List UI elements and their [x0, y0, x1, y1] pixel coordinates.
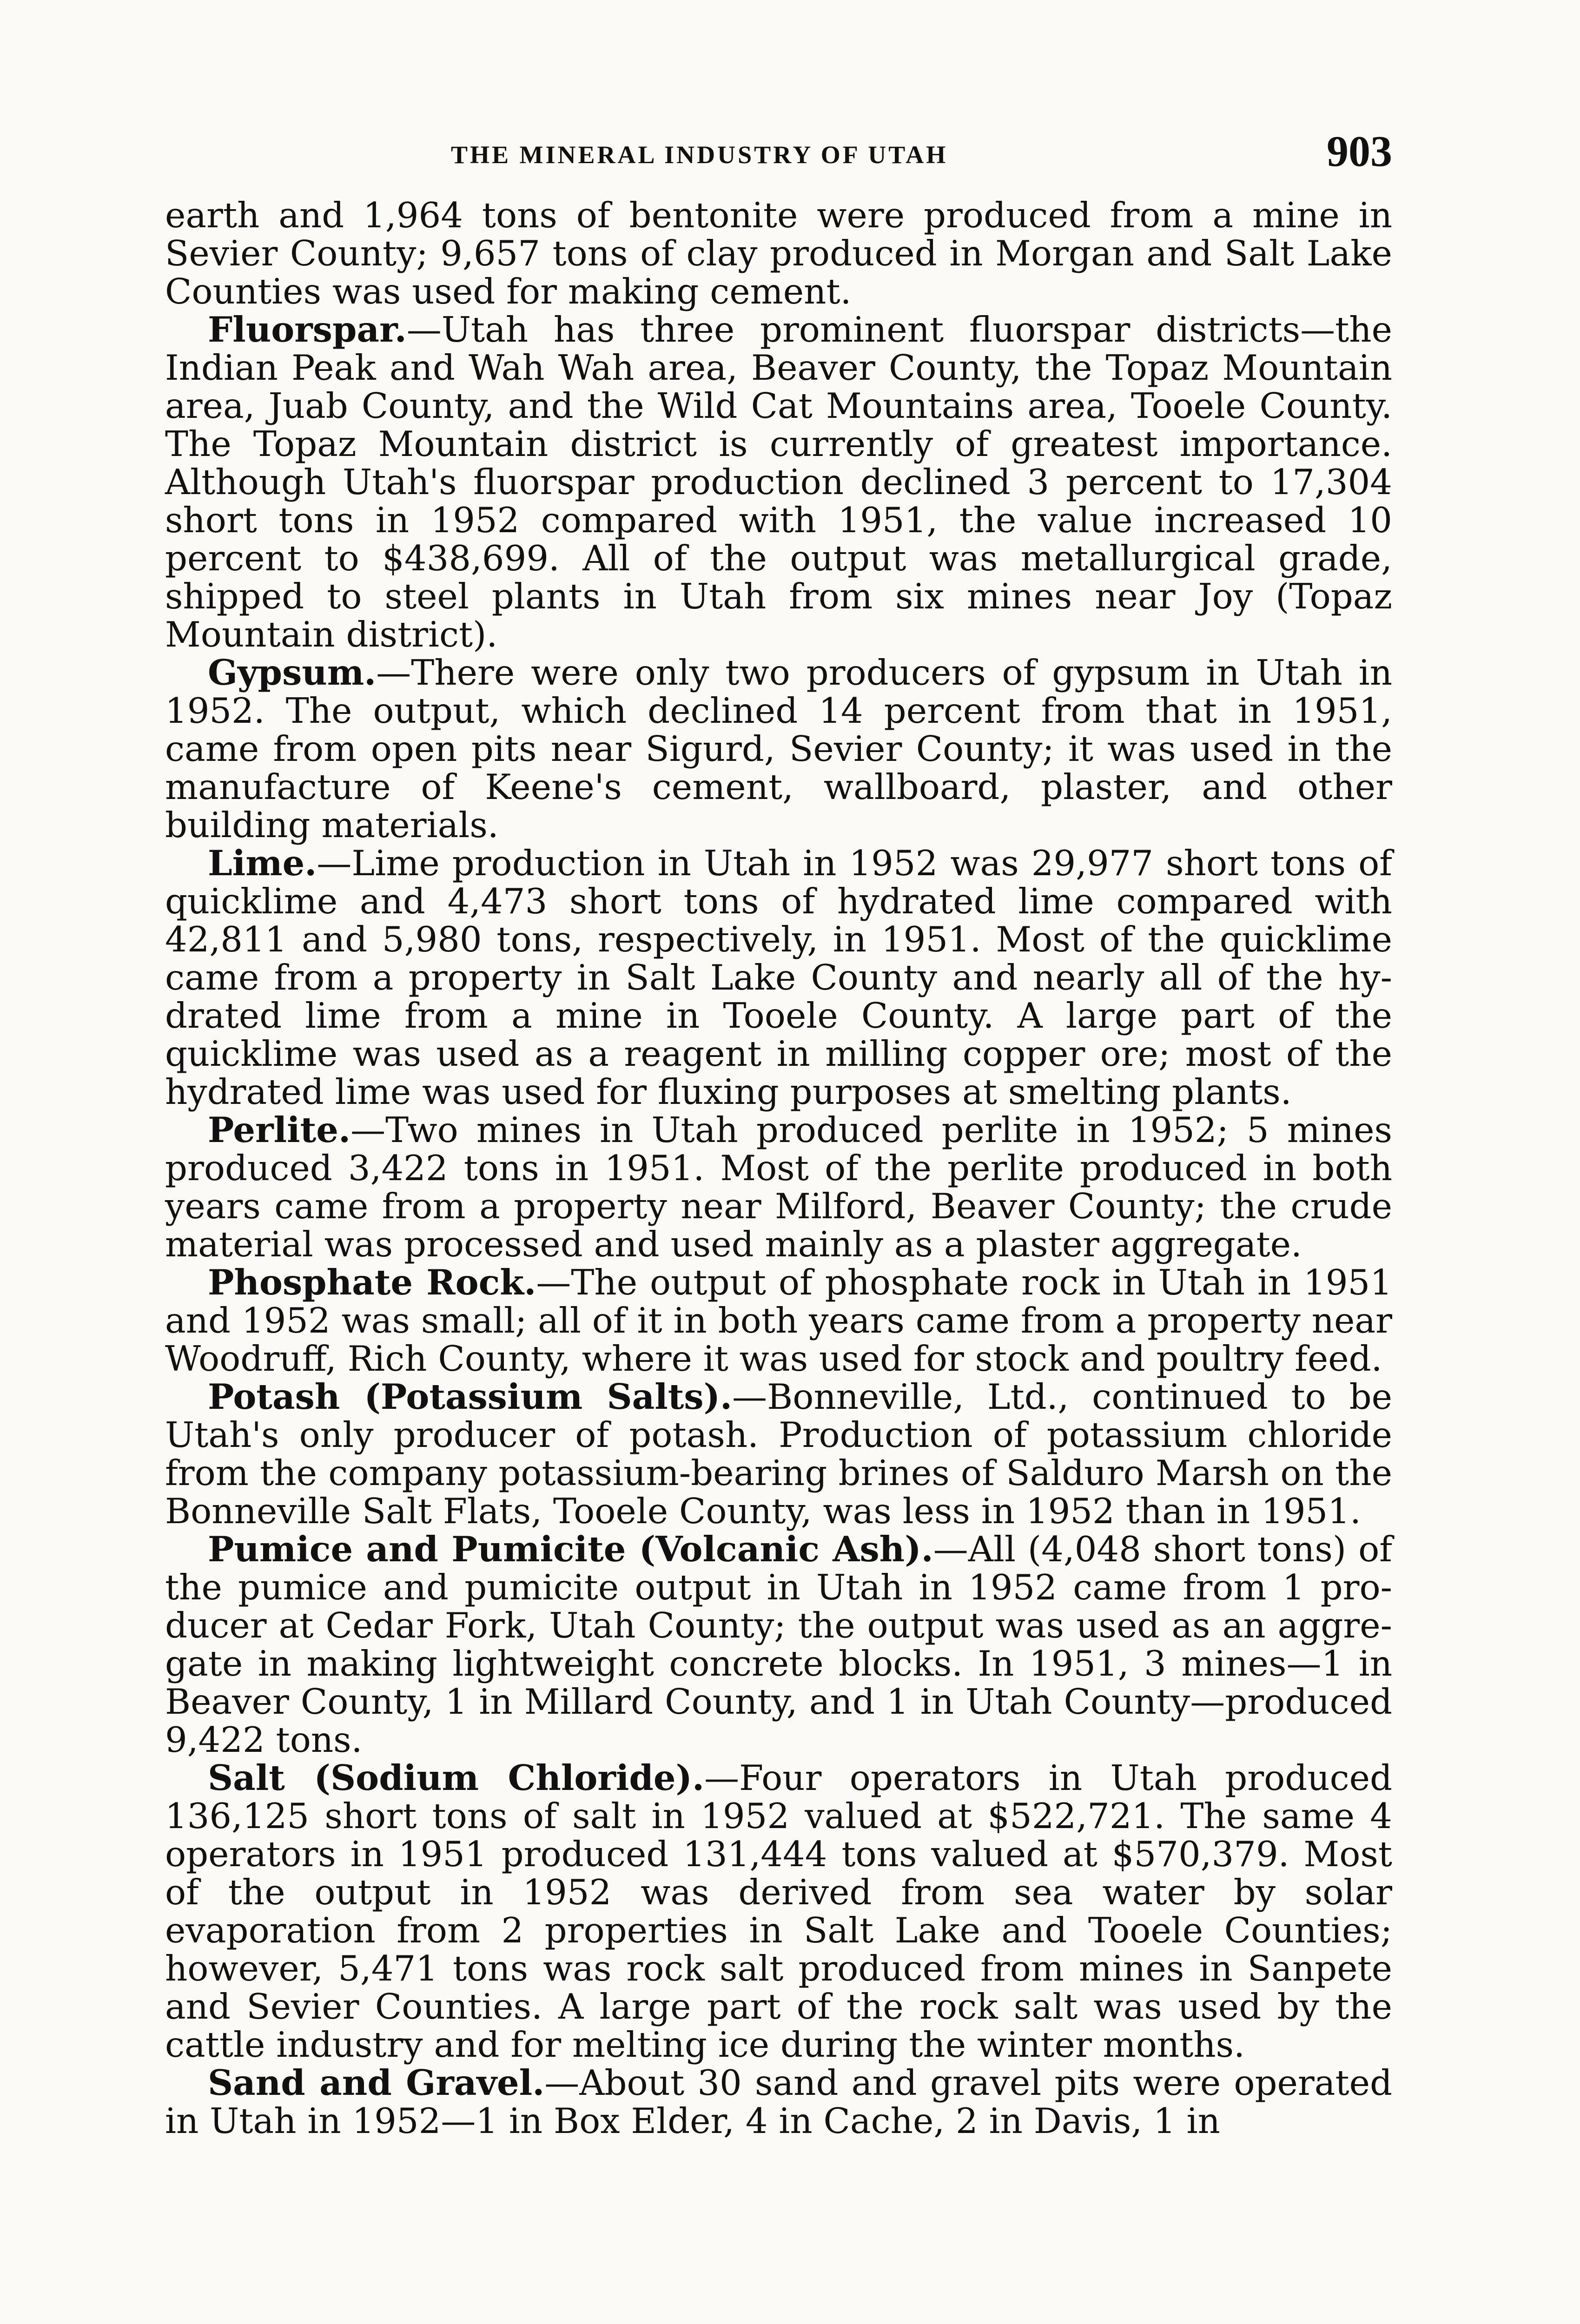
paragraph-text: —Utah has three prominent fluorspar districts—the Indian Peak and Wah Wah area, Beaver County, the Topaz Mountain area, Juab County, and the Wild Cat Mountains area, Tooele County. The Topaz Mountain district is currently of greatest importance. Although Utah's fluorspar production declined 3 percent to 17,304 short tons in 1952 compared with 1951, the value increased 10 percent to $438,699. All of the output was metallurgical grade, shipped to steel plants in Utah from six mines near Joy (Topaz Mountain district).: [165, 309, 1392, 655]
paragraph-heading: Phosphate Rock.: [208, 1262, 536, 1303]
paragraph-heading: Fluorspar.: [208, 309, 407, 350]
paragraph-fluorspar: [165, 310, 1392, 654]
document-page: [165, 126, 1392, 2140]
paragraph-heading: Pumice and Pumicite (Volcanic Ash).: [208, 1529, 933, 1570]
paragraph-sand-and-gravel: [165, 2064, 1392, 2140]
paragraph-text: —Bonneville, Ltd., continued to be Utah's only producer of potash. Production of potassium chloride from the company potassium-bearing brines of Salduro Marsh on the Bonneville Salt Flats, Tooele County, was less in 1952 than in 1951.: [165, 1376, 1393, 1532]
paragraph-text: —There were only two producers of gypsum in Utah in 1952. The output, which declined 14 percent from that in 1951, came from open pits near Sigurd, Sevier County; it was used in the manufacture of Keene's cement, wallboard, plaster, and other building materials.: [165, 652, 1392, 845]
paragraph-pumice: [165, 1530, 1392, 1759]
running-title: THE MINERAL INDUSTRY OF UTAH: [451, 141, 948, 169]
paragraph-text: —Four operators in Utah produced 136,125 short tons of salt in 1952 valued at $522,721. The same 4 operators in 1951 produced 131,444 tons valued at $570,379. Most of the output in 1952 was derived from sea water by solar evaporation from 2 properties in Salt Lake and Tooele Counties; however, 5,471 tons was rock salt produced from mines in Sanpete and Sevier Counties. A large part of the rock salt was used by the cattle industry and for melting ice during the winter months.: [165, 1757, 1392, 2065]
paragraph-heading: Salt (Sodium Chloride).: [208, 1757, 705, 1798]
document-body: [165, 196, 1392, 2140]
paragraph-clay-continued: [165, 196, 1392, 310]
paragraph-heading: Sand and Gravel.: [208, 2062, 545, 2103]
paragraph-salt: [165, 1759, 1392, 2064]
paragraph-heading: Lime.: [208, 843, 317, 884]
page-number: 903: [1327, 127, 1392, 176]
paragraph-potash: [165, 1378, 1392, 1530]
paragraph-heading: Perlite.: [208, 1109, 351, 1150]
paragraph-heading: Gypsum.: [208, 652, 377, 693]
paragraph-text: —Lime production in Utah in 1952 was 29,977 short tons of quicklime and 4,473 short tons of hydrated lime compared with 42,811 and 5,980 tons, respectively, in 1951. Most of the quicklime came from a property in Salt Lake County and nearly all of the hydrated lime from a mine in Tooele County. A large part of the quicklime was used as a reagent in milling copper ore; most of the hydrated lime was used for fluxing purposes at smelting plants.: [165, 843, 1392, 1112]
paragraph-text: —Two mines in Utah produced perlite in 1952; 5 mines produced 3,422 tons in 1951. Most of the perlite produced in both years came from a property near Milford, Beaver County; the crude material was processed and used mainly as a plaster aggregate.: [165, 1109, 1392, 1265]
paragraph-perlite: [165, 1111, 1392, 1263]
paragraph-text: earth and 1,964 tons of bentonite were produced from a mine in Sevier County; 9,657 tons of clay produced in Morgan and Salt Lake Counties was used for making cement.: [165, 195, 1392, 312]
paragraph-text: —The output of phosphate rock in Utah in 1951 and 1952 was small; all of it in both years came from a property near Woodruff, Rich County, where it was used for stock and poultry feed.: [165, 1262, 1392, 1379]
paragraph-gypsum: [165, 654, 1392, 844]
paragraph-text: —All (4,048 short tons) of the pumice and pumicite output in Utah in 1952 came from 1 producer at Cedar Fork, Utah County; the output was used as an aggregate in making lightweight concrete blocks. In 1951, 3 mines—1 in Beaver County, 1 in Millard County, and 1 in Utah County—produced 9,422 tons.: [165, 1529, 1392, 1760]
paragraph-text: —About 30 sand and gravel pits were operated in Utah in 1952—1 in Box Elder, 4 in Cache, 2 in Davis, 1 in: [165, 2062, 1392, 2141]
page-header: [165, 126, 1392, 196]
paragraph-phosphate-rock: [165, 1263, 1392, 1378]
paragraph-heading: Potash (Potassium Salts).: [208, 1376, 733, 1417]
paragraph-lime: [165, 844, 1392, 1111]
